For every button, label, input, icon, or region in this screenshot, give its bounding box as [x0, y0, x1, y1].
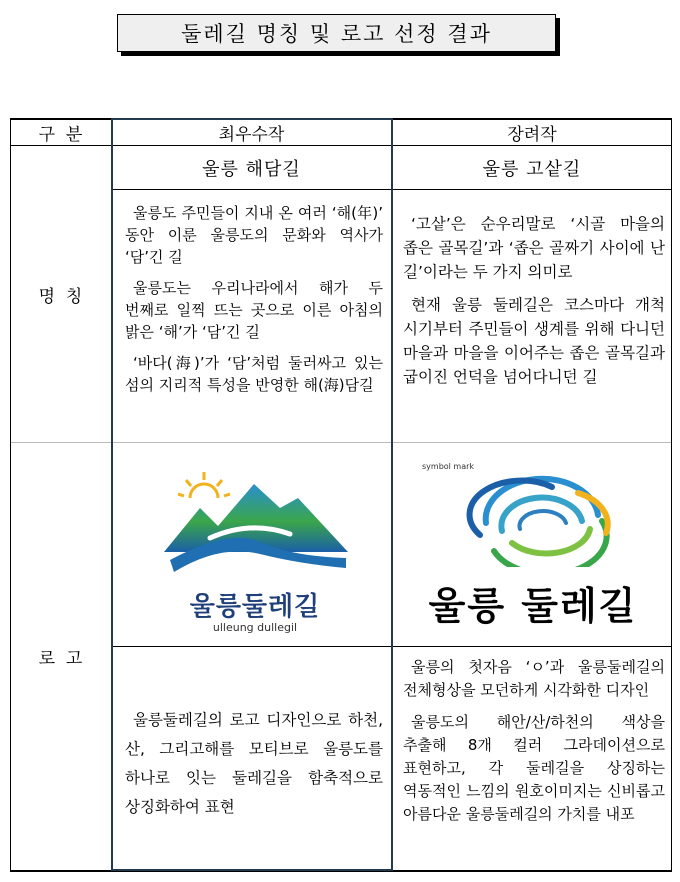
- winner-name: 울릉 해담길: [202, 158, 301, 180]
- header-runner-up: 장려작: [507, 125, 557, 145]
- winner-logo-wordmark: 울릉둘레길: [189, 592, 321, 622]
- winner-name-description: [125, 202, 383, 405]
- ring-symbol-icon: [402, 471, 664, 567]
- runner-up-name-description: [403, 212, 665, 398]
- symbol-mark-caption: symbol mark: [422, 462, 475, 471]
- column-divider: [392, 118, 393, 872]
- runner-desc-paragraph: 현재 울릉 둘레길은 코스마다 개척 시기부터 주민들이 생계를 위해 다니던 마을과 마을을 이어주는 좁은 골목길과 굽이진 언덕을 넘어다니던 길: [403, 296, 665, 386]
- winner-desc-paragraph: ‘바다(海)’가 ‘담’처럼 둘러싸고 있는 섬의 지리적 특성을 반영한 해(海)담길: [125, 354, 383, 394]
- header-category: 구 분: [38, 125, 83, 145]
- table-bottom-border: [10, 870, 672, 872]
- winner-logo-desc-paragraph: 울릉둘레길의 로고 디자인으로 하천, 산, 그리고해를 모티브로 울릉도를 하나로 잇는 둘레길을 함축적으로 상징화하여 표현: [125, 711, 383, 816]
- runner-up-logo-description: [403, 656, 665, 835]
- winner-desc-paragraph: 울릉도 주민들이 지내 온 여러 ‘해(年)’ 동안 이룬 울릉도의 문화와 역사가 ‘담’긴 길: [125, 204, 383, 266]
- runner-up-logo-wordmark: 울릉 둘레길: [428, 583, 638, 628]
- page-title: [117, 14, 556, 52]
- runner-logo-desc-paragraph: 울릉의 첫자음 ‘ㅇ’과 울릉둘레길의 전체형상을 모던하게 시각화한 디자인: [403, 658, 665, 699]
- page-title-text: 둘레길 명칭 및 로고 선정 결과: [181, 22, 492, 46]
- row-label-name: 명 칭: [38, 286, 83, 307]
- header-winner: 최우수작: [218, 125, 285, 145]
- winner-desc-paragraph: 울릉도는 우리나라에서 해가 두 번째로 일찍 뜨는 곳으로 이른 아침의 밝은 ‘해’가 ‘담’긴 길: [125, 279, 383, 341]
- winner-logo-description: [125, 706, 383, 831]
- row-label-logo: 로 고: [38, 649, 83, 669]
- mountain-sun-logo-icon: [150, 468, 360, 580]
- runner-desc-paragraph: ‘고샅’은 순우리말로 ‘시골 마을의 좁은 골목길’과 ‘좁은 골짜기 사이에 난 길’이라는 두 가지 의미로: [403, 215, 665, 281]
- table-right-border: [671, 118, 672, 872]
- runner-logo-desc-paragraph: 울릉도의 해안/산/하천의 색상을 추출해 8개 컬러 그라데이션으로 표현하고, 각 둘레길을 상징하는 역동적인 느낌의 원호이미지는 신비롭고 아름다운 울릉둘레길의 가치를 내포: [403, 713, 665, 823]
- runner-up-name: 울릉 고샅길: [482, 158, 582, 180]
- runner-up-logo: [402, 462, 664, 637]
- winner-logo: [150, 468, 360, 634]
- winner-logo-subtitle: ulleung dullegil: [212, 621, 298, 634]
